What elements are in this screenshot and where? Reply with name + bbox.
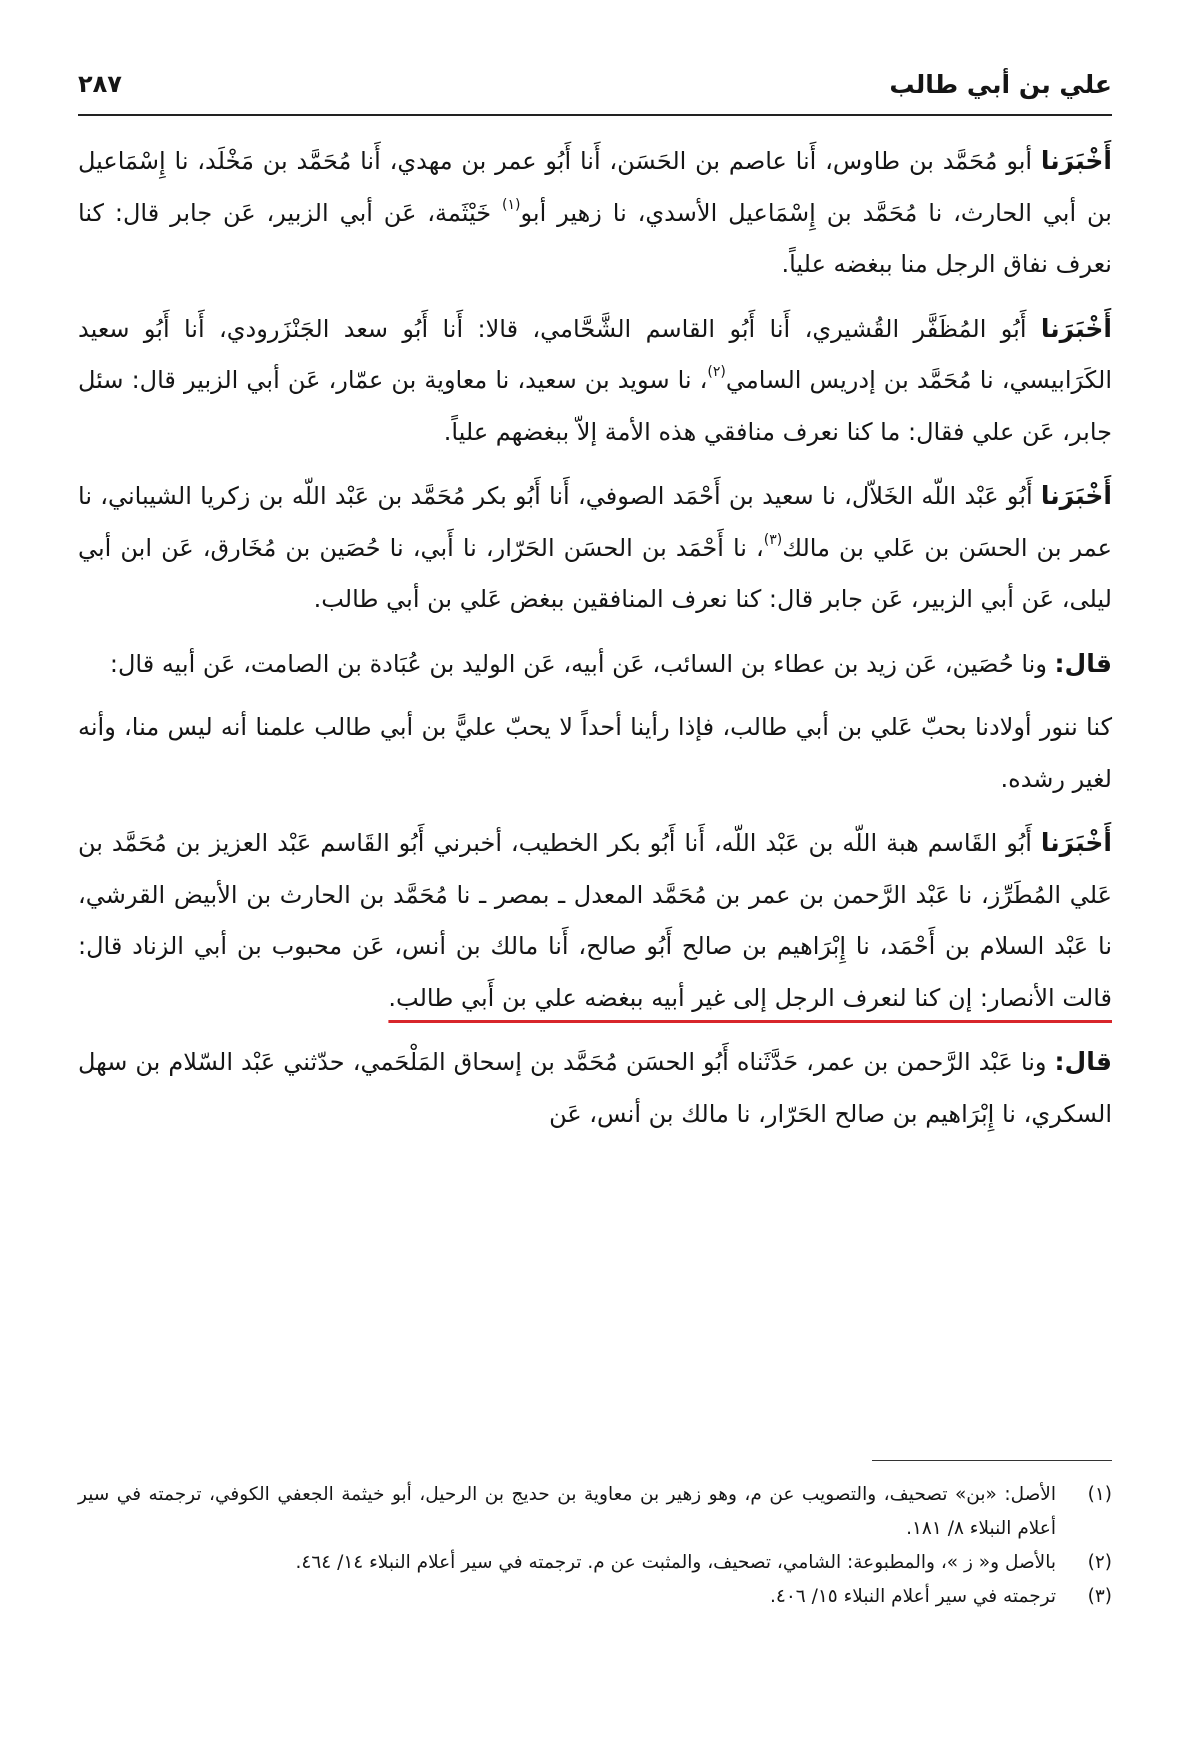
page-number: ٢٨٧	[78, 70, 122, 98]
paragraph-6	[78, 1036, 1112, 1140]
footnotes	[78, 1478, 1112, 1614]
paragraph-3	[78, 470, 1112, 626]
footnote-1	[78, 1478, 1112, 1546]
paragraph-text: أَبُو القَاسم هبة اللّه بن عَبْد اللّه، أَنا أَبُو بكر الخطيب، أخبرني أَبُو القَاسم عَبْد العزيز بن مُحَمَّد بن عَلي المُطَرِّز، نا عَبْد الرَّحمن بن عمر بن مُحَمَّد المعدل ـ بمصر ـ نا مُحَمَّد بن الحارث بن الأبيض القرشي، نا عَبْد السلام بن أَحْمَد، نا إِبْرَاهيم بن صالح أَبُو صالح، أَنا مالك بن أنس، عَن محبوب بن أبي الزناد قال:	[78, 829, 1112, 960]
footnote-text: الأصل: «بن» تصحيف، والتصويب عن م، وهو زهير بن معاوية بن حديج بن الرحيل، أبو خيثمة الجعفي الكوفي، ترجمته في سير أعلام النبلاء ٨/ ١٨١.	[78, 1484, 1056, 1539]
paragraph-text: ونا عَبْد الرَّحمن بن عمر، حَدَّثَناه أَبُو الحسَن مُحَمَّد بن إسحاق المَلْحَمي، حدّثني عَبْد السّلام بن سهل السكري، نا إِبْرَاهيم بن صالح الحَرّار، نا مالك بن أنس، عَن	[78, 1048, 1112, 1128]
footnote-ref-1: (١)	[502, 196, 521, 213]
header-divider	[78, 114, 1112, 116]
paragraph-2	[78, 303, 1112, 459]
footnote-text: ترجمته في سير أعلام النبلاء ١٥/ ٤٠٦.	[770, 1586, 1056, 1607]
underlined-quote: قالت الأنصار: إن كنا لنعرف الرجل إلى غير أبيه ببغضه علي بن أَبي طالب.	[388, 983, 1112, 1012]
paragraph-1	[78, 135, 1112, 291]
page-header	[78, 66, 1112, 106]
footnote-2	[78, 1546, 1112, 1580]
footnote-ref-3: (٣)	[763, 531, 783, 548]
paragraph-lead: أَخْبَرَنا	[1040, 828, 1112, 857]
paragraph-lead: قال:	[1054, 648, 1112, 678]
paragraph-lead: أَخْبَرَنا	[1040, 146, 1112, 175]
footnote-number: (١)	[1087, 1484, 1112, 1505]
paragraph-text-after: ، نا أَحْمَد بن الحسَن الحَرّار، نا أَبي، نا حُصَين بن مُخَارق، عَن ابن أبي ليلى، عَن أبي الزبير، عَن جابر قال: كنا نعرف المنافقين ببغض عَلي بن أبي طالب.	[78, 533, 1112, 613]
main-text	[78, 135, 1112, 1152]
footnote-text: بالأصل و« ز »، والمطبوعة: الشامي، تصحيف، والمثبت عن م. ترجمته في سير أعلام النبلاء ١٤/ ٤٦٤.	[295, 1552, 1056, 1573]
paragraph-text: أَبُو عَبْد اللّه الخَلاّل، نا سعيد بن أَحْمَد الصوفي، أَنا أَبُو بكر مُحَمَّد بن عَبْد اللّه بن زكريا الشيباني، نا عمر بن الحسَن بن عَلي بن مالك	[78, 482, 1112, 562]
footnote-number: (٢)	[1087, 1552, 1112, 1573]
quoted-saying: كنا ننور أولادنا بحبّ عَلي بن أبي طالب، فإذا رأينا أحداً لا يحبّ عليًّ بن أبي طالب علمنا أنه ليس منا، وأنه لغير رشده.	[78, 713, 1112, 793]
paragraph-lead: قال:	[1054, 1047, 1112, 1076]
footnote-number: (٣)	[1087, 1586, 1112, 1607]
paragraph-lead: أَخْبَرَنا	[1040, 313, 1112, 343]
paragraph-lead: أَخْبَرَنا	[1040, 481, 1112, 510]
paragraph-text: ونا حُصَين، عَن زيد بن عطاء بن السائب، عَن أبيه، عَن الوليد بن عُبَادة بن الصامت، عَن أبيه قال:	[109, 649, 1055, 678]
paragraph-text: أَبُو المُظَفَّر القُشيري، أَنا أَبُو القاسم الشَّحَّامي، قالا: أَنا أَبُو سعد الجَنْزَرودي، أَنا أَبُو سعيد الكَرَابيسي، نا مُحَمَّد بن إدريس السامي	[78, 314, 1112, 394]
running-title: علي بن أبي طالب	[889, 70, 1112, 99]
paragraph-text-after: ، نا سويد بن سعيد، نا معاوية بن عمّار، عَن أبي الزبير قال: سئل جابر، عَن علي فقال: ما كنا نعرف منافقي هذه الأمة إلاّ ببغضهم علياً.	[78, 366, 1112, 446]
footnote-3	[78, 1580, 1112, 1614]
paragraph-text: أبو مُحَمَّد بن طاوس، أَنا عاصم بن الحَسَن، أَنا أَبُو عمر بن مهدي، أَنا مُحَمَّد بن مَخْلَد، نا إِسْمَاعيل بن أبي الحارث، نا مُحَمَّد بن إِسْمَاعيل الأسدي، نا زهير أبو	[78, 147, 1112, 227]
paragraph-text-after: خَيْثَمة، عَن أبي الزبير، عَن جابر قال: كنا نعرف نفاق الرجل منا ببغضه علياً.	[78, 198, 1112, 278]
paragraph-5	[78, 817, 1112, 1024]
footnote-ref-2: (٢)	[707, 364, 726, 380]
footnote-divider	[872, 1460, 1112, 1461]
paragraph-4	[78, 638, 1112, 691]
